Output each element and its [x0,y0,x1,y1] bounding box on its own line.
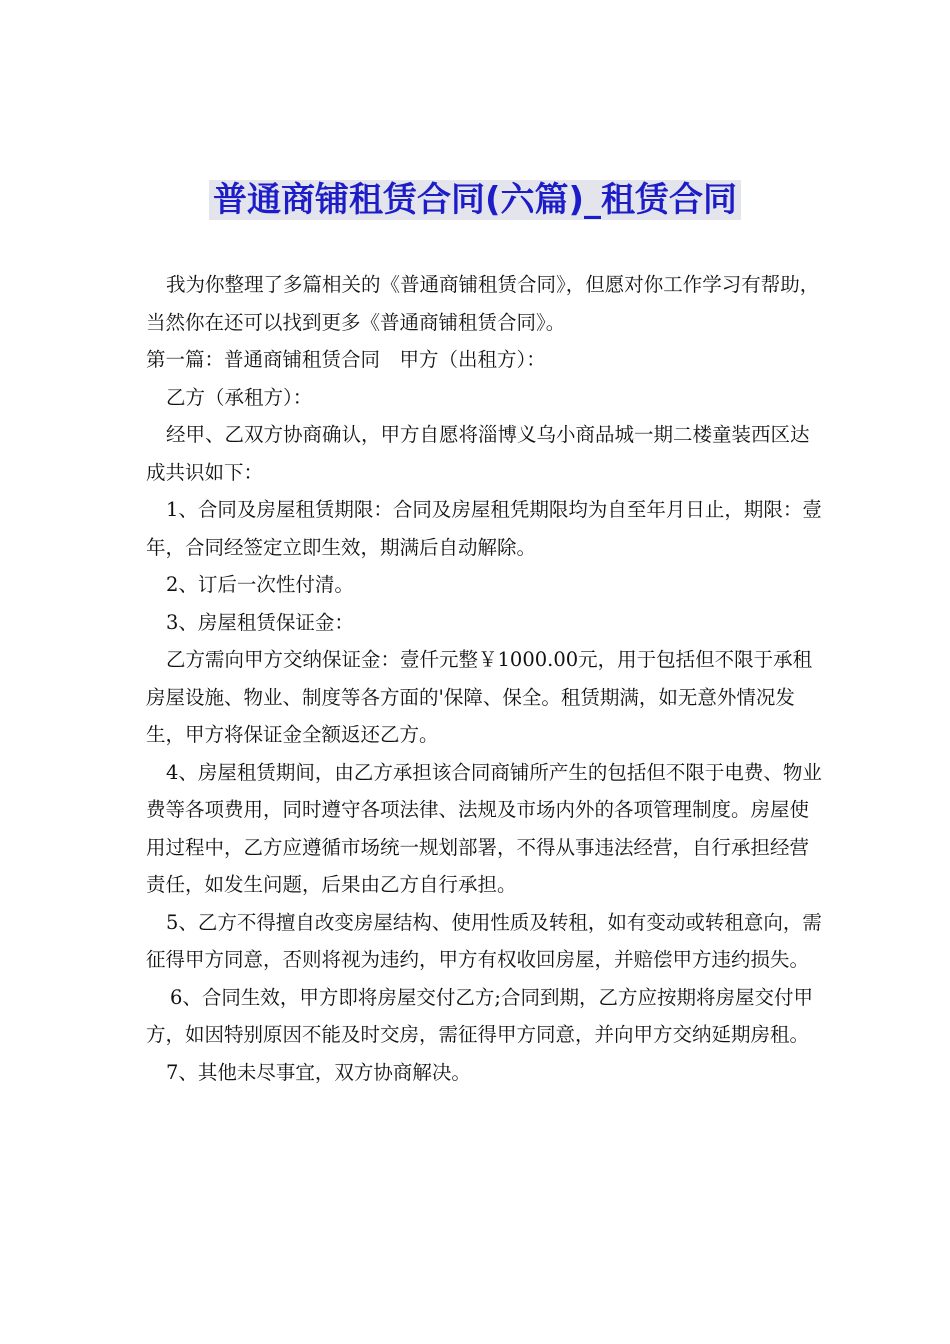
clause-3: 3、房屋租赁保证金： [166,610,354,634]
clause-5: 5、乙方不得擅自改变房屋结构、使用性质及转租，如有变动或转租意向，需征得甲方同意，否则将视为违约，甲方有权收回房屋，并赔偿甲方违约损失。 [146,910,822,971]
document-title-text: 普通商铺租赁合同(六篇)_租赁合同 [209,180,741,220]
paragraph-intro: 我为你整理了多篇相关的《普通商铺租赁合同》，但愿对你工作学习有帮助，当然你在还可以找到更多《普通商铺租赁合同》。 [146,273,820,334]
clause-1: 1、合同及房屋租赁期限：合同及房屋租凭期限均为自至年月日止，期限：壹年，合同经签定立即生效，期满后自动解除。 [146,498,822,559]
paragraph-party-b: 乙方（承租方）： [166,385,313,409]
clause-3-detail: 乙方需向甲方交纳保证金：壹仟元整￥1000.00元，用于包括但不限于承租房屋设施、物业、制度等各方面的'保障、保全。租赁期满，如无意外情况发生，甲方将保证金全额返还乙方。 [146,648,813,746]
document-body [146,266,822,1091]
clause-4: 4、房屋租赁期间，由乙方承担该合同商铺所产生的包括但不限于电费、物业费等各项费用，同时遵守各项法律、法规及市场内外的各项管理制度。房屋使用过程中，乙方应遵循市场统一规划部署，不得从事违法经营，自行承担经营责任，如发生问题，后果由乙方自行承担。 [146,760,822,896]
paragraph-first-article: 第一篇：普通商铺租赁合同 甲方（出租方）： [146,348,546,371]
clause-2: 2、订后一次性付清。 [166,573,354,596]
clause-6: 6、合同生效，甲方即将房屋交付乙方;合同到期，乙方应按期将房屋交付甲方，如因特别原因不能及时交房，需征得甲方同意，并向甲方交纳延期房租。 [146,985,813,1046]
document-title [0,176,950,224]
clause-7: 7、其他未尽事宜，双方协商解决。 [166,1060,471,1084]
paragraph-consensus: 经甲、乙双方协商确认，甲方自愿将淄博义乌小商品城一期二楼童装西区达成共识如下： [146,423,810,484]
